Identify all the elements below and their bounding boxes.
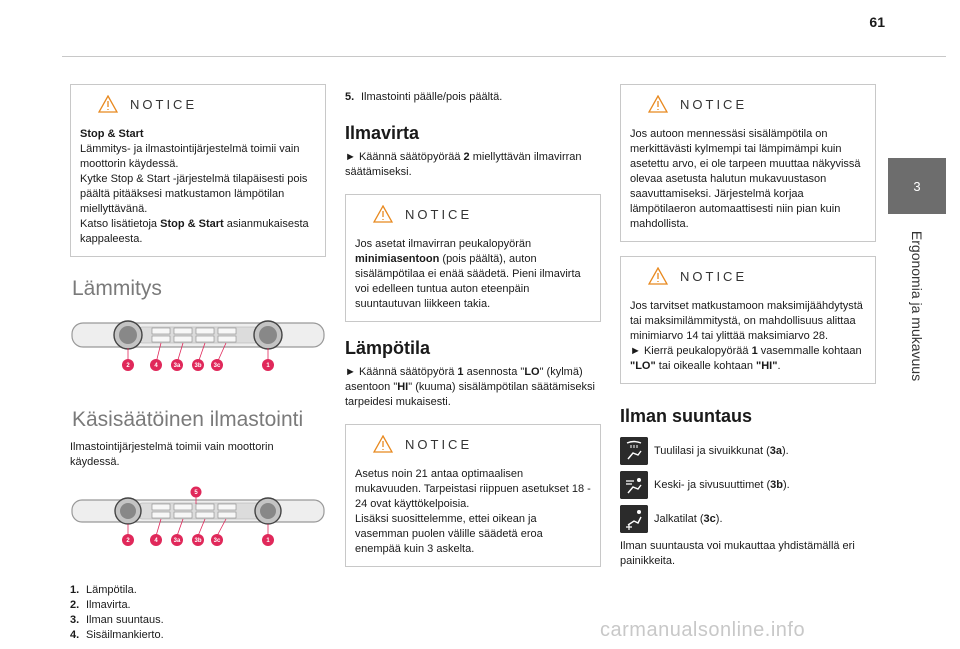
callout-label: 5 xyxy=(194,490,198,496)
list-item: 2. Ilmavirta. xyxy=(70,599,131,611)
notice-body: Jos autoon mennessäsi sisälämpötila on merkittävästi kylmempi tai lämpimämpi kuin asetettu arvo, ei ole tarpeen muuttaa näkyvissä olevaa asetusta halutun mukavuustason saavuttamiseksi. Järjestelmä korjaa lämpötilaeron automaattisesti niin pian kuin mahdollista. xyxy=(630,128,861,230)
list-item: 1. Lämpötila. xyxy=(70,584,137,596)
column-2 xyxy=(345,90,601,577)
warning-triangle-icon xyxy=(373,435,393,453)
notice-stop-start xyxy=(70,84,326,257)
airflow-text: ► Käännä säätöpyörää 2 miellyttävän ilmavirran säätämiseksi. xyxy=(345,151,582,178)
heading-temperature: Lämpötila xyxy=(345,338,431,358)
legend-list xyxy=(70,583,326,643)
heating-control-panel-image xyxy=(70,315,326,377)
notice-line: Lämmitys- ja ilmastointijärjestelmä toimii vain moottorin käydessä. xyxy=(80,143,300,170)
notice-line: Lisäksi suosittelemme, ettei oikean ja vasemman puolen välille säädetä eroa enempää kuin 3 askelta. xyxy=(355,513,543,555)
notice-title: NOTICE xyxy=(130,96,198,112)
direction-footwell: Jalkatilat (3c). xyxy=(620,505,876,533)
notice-line: ► Kierrä peukalopyörää 1 vasemmalle kohtaan "LO" tai oikealle kohtaan "HI". xyxy=(630,345,862,372)
temperature-text: ► Käännä säätöpyörä 1 asennosta "LO" (kylmä) asentoon "HI" (kuuma) sisälämpötilan säätämiseksi tarpeidesi mukaisesti. xyxy=(345,366,595,408)
callout-label: 3a xyxy=(173,538,181,544)
heading-manual-ac: Käsisäätöinen ilmastointi xyxy=(72,408,304,431)
notice-temperature-diff xyxy=(620,84,876,242)
windscreen-vents-icon xyxy=(620,437,648,465)
callout-label: 1 xyxy=(266,538,270,544)
center-side-vents-icon xyxy=(620,471,648,499)
page-number: 61 xyxy=(869,14,885,30)
notice-title: NOTICE xyxy=(680,96,748,112)
heading-heating: Lämmitys xyxy=(72,277,162,300)
notice-airflow xyxy=(345,194,601,322)
watermark: carmanualsonline.info xyxy=(600,619,806,641)
notice-line: Jos tarvitset matkustamoon maksimijäähdytystä tai maksimilämmitystä, on mahdollisuus alittaa minimiarvo 14 tai ylittää maksimiarvo 28. xyxy=(630,300,863,342)
chapter-tab[interactable]: 3 xyxy=(888,158,946,214)
notice-temperature xyxy=(345,424,601,567)
callout-label: 2 xyxy=(126,538,130,544)
chapter-title: Ergonomia ja mukavuus xyxy=(909,230,925,382)
callout-label: 3a xyxy=(173,363,181,369)
notice-line: Asetus noin 21 antaa optimaalisen mukavuuden. Tarpeistasi riippuen asetukset 18 - 24 ovat käyttökelpoisia. xyxy=(355,468,591,510)
top-divider xyxy=(62,56,946,57)
callout-label: 3b xyxy=(194,363,202,369)
notice-line: Katso lisätietoja Stop & Start asianmukaisesta kappaleesta. xyxy=(80,218,309,245)
column-1 xyxy=(70,84,326,643)
notice-body: Jos asetat ilmavirran peukalopyörän minimiasentoon (pois päältä), auton sisälämpötilaa ei enää säädetä. Pieni ilmavirta voi edelleen tuntua auton eteenpäin suuntautuvan liikkeen takia. xyxy=(355,238,581,310)
callout-label: 3c xyxy=(213,538,221,544)
callout-label: 3b xyxy=(194,538,202,544)
notice-max-cooling xyxy=(620,256,876,384)
warning-triangle-icon xyxy=(98,95,118,113)
notice-title: NOTICE xyxy=(680,268,748,284)
heading-airflow: Ilmavirta xyxy=(345,123,420,143)
notice-line: Kytke Stop & Start -järjestelmä tilapäisesti pois päältä pitääksesi matkustamon lämpötilan miellyttävänä. xyxy=(80,173,308,215)
list-item: 4. Sisäilmankierto. xyxy=(70,629,164,641)
warning-triangle-icon xyxy=(648,267,668,285)
warning-triangle-icon xyxy=(373,205,393,223)
direction-footer: Ilman suuntausta voi mukauttaa yhdistämällä eri painikkeita. xyxy=(620,540,855,567)
footwell-icon xyxy=(620,505,648,533)
callout-label: 3c xyxy=(213,363,221,369)
manual-ac-control-panel-image xyxy=(70,486,326,548)
notice-title: NOTICE xyxy=(405,206,473,222)
notice-heading: Stop & Start xyxy=(80,128,144,140)
warning-triangle-icon xyxy=(648,95,668,113)
callout-label: 1 xyxy=(266,363,270,369)
notice-title: NOTICE xyxy=(405,436,473,452)
column-3 xyxy=(620,84,876,577)
list-item: 5. Ilmastointi päälle/pois päältä. xyxy=(345,91,503,103)
callout-label: 4 xyxy=(154,363,158,369)
manual-ac-text: Ilmastointijärjestelmä toimii vain moottorin käydessä. xyxy=(70,441,274,468)
callout-label: 2 xyxy=(126,363,130,369)
direction-center-side: Keski- ja sivusuuttimet (3b). xyxy=(620,471,876,499)
callout-label: 4 xyxy=(154,538,158,544)
heading-air-direction: Ilman suuntaus xyxy=(620,406,753,426)
list-item: 3. Ilman suuntaus. xyxy=(70,614,164,626)
direction-windscreen: Tuulilasi ja sivuikkunat (3a). xyxy=(620,437,876,465)
